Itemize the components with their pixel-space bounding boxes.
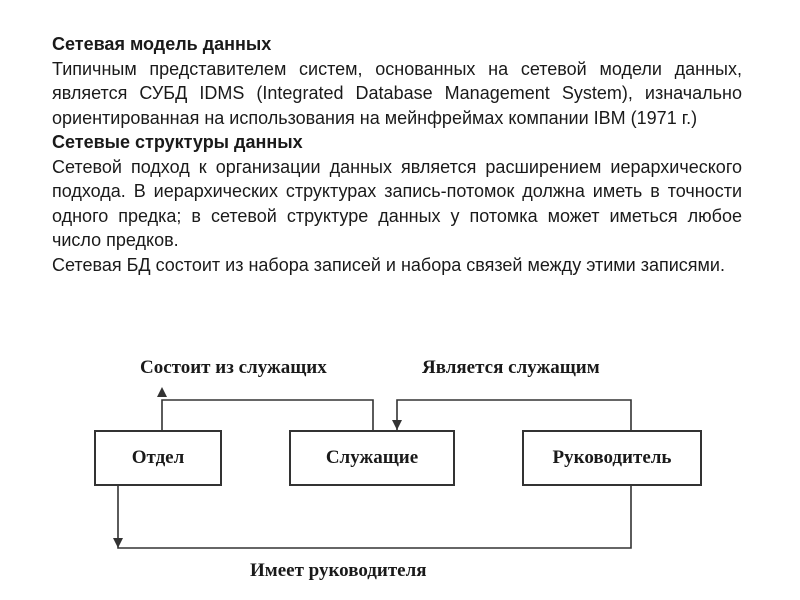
arrowhead-down-icon <box>113 538 123 548</box>
arrowhead-up-icon <box>157 387 167 397</box>
paragraph-idms: Типичным представителем систем, основанных на сетевой модели данных, является СУБД IDMS (Integrated Database Management System), изначально ориентированная на использования на мейнфреймах компании IBM (1971 г.) <box>52 58 742 128</box>
arrowhead-down-icon <box>392 420 402 430</box>
label-consists-of: Состоит из служащих <box>136 357 331 379</box>
box-manager: Руководитель <box>522 430 702 486</box>
paragraph-network-approach: Сетевой подход к организации данных является расширением иерархического подхода. В иерархических структурах запись-потомок должна иметь в точности одного предка; в сетевой структуре данных у потомка может иметься любое число предков. <box>52 156 742 250</box>
heading-network-model: Сетевая модель данных <box>52 34 272 54</box>
is-employee-connector <box>397 400 631 430</box>
heading-network-structures: Сетевые структуры данных <box>52 132 303 152</box>
box-department: Отдел <box>94 430 222 486</box>
consists-of-connector <box>162 400 373 430</box>
label-has-manager: Имеет руководителя <box>246 560 431 582</box>
box-employees: Служащие <box>289 430 455 486</box>
has-manager-connector <box>118 485 631 548</box>
paragraph-records-and-links: Сетевая БД состоит из набора записей и набора связей между этими записями. <box>52 254 725 275</box>
label-is-employee: Является служащим <box>418 357 604 379</box>
